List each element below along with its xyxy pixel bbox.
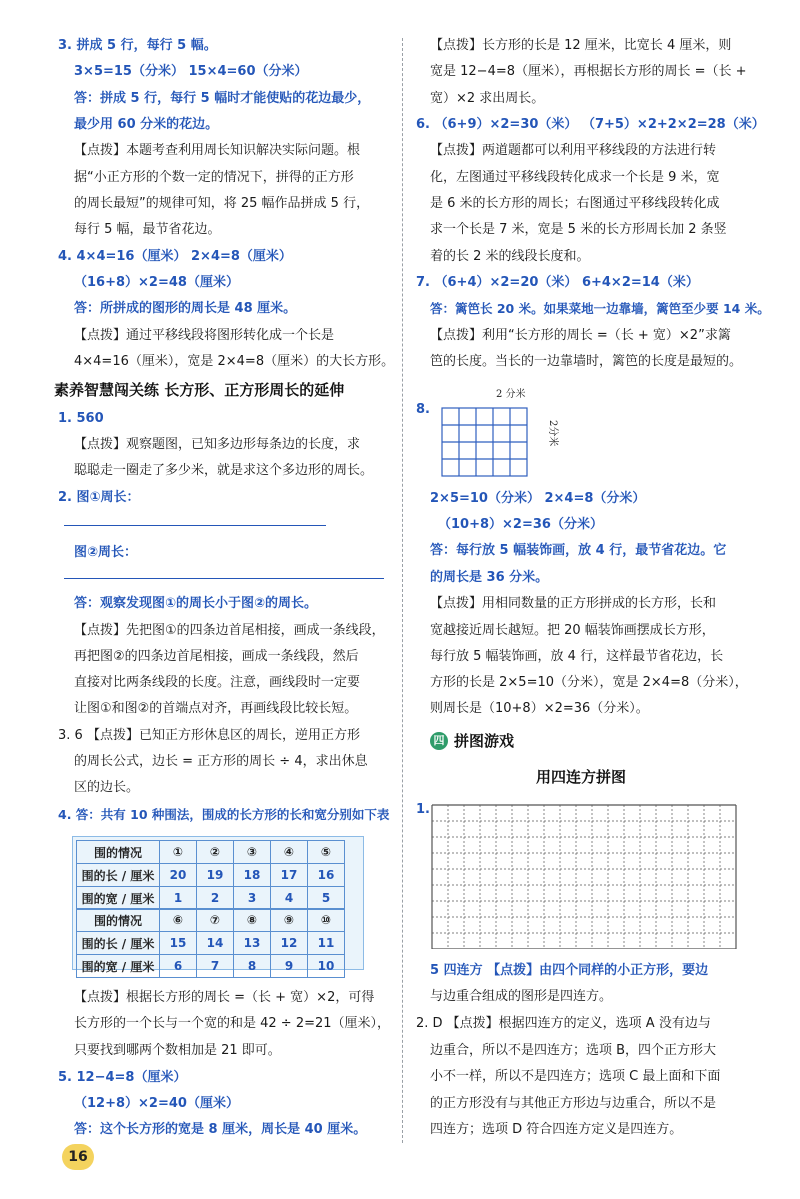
p1-label: 1. <box>416 802 430 817</box>
table-cell: ② <box>197 841 234 864</box>
table-cell: 18 <box>234 864 271 887</box>
grid-lines <box>442 408 527 476</box>
table-header-width: 围的宽 / 厘米 <box>77 887 160 910</box>
table-cell: ① <box>160 841 197 864</box>
q8-answer-2: 的周长是 36 分米。 <box>430 570 549 585</box>
q8-hint: 【点拨】用相同数量的正方形拼成的长方形，长和 <box>430 596 717 611</box>
s3-hint-3: 区的边长。 <box>74 780 140 795</box>
puzzle-section-badge: 四 <box>430 732 448 750</box>
p2-hint-5: 四连方；选项 D 符合四连方定义是四连方。 <box>430 1122 683 1137</box>
table-row <box>77 932 345 955</box>
table-cell: 16 <box>308 864 345 887</box>
s1-answer: 1. 560 <box>58 411 104 426</box>
s2-answer: 答：观察发现图①的周长小于图②的周长。 <box>74 596 318 611</box>
grid-side-label: 2分米 <box>547 420 558 447</box>
q3-calc: 3×5=15（分米） 15×4=60（分米） <box>74 64 308 79</box>
table-row <box>77 864 345 887</box>
table-cell: 10 <box>308 955 345 978</box>
q6-hint-3: 是 6 米的长方形的周长；右图通过平移线段转化成 <box>430 196 720 211</box>
q8-hint-2: 宽越接近周长越短。把 20 幅装饰画摆成长方形， <box>430 623 715 638</box>
q6-hint-2: 化，左图通过平移线段转化成求一个长是 9 米，宽 <box>430 170 720 185</box>
s5-calc-2: （12+8）×2=40（厘米） <box>74 1096 239 1111</box>
table-cell: ④ <box>271 841 308 864</box>
q8-calc: 2×5=10（分米） 2×4=8（分米） <box>430 491 646 506</box>
page-number: 16 <box>62 1144 94 1170</box>
q8-hint-5: 则周长是（10+8）×2=36（分米）。 <box>430 701 649 716</box>
q8-hint-4: 方形的长是 2×5=10（分米），宽是 2×4=8（分米）， <box>430 675 748 690</box>
q4-calc-2: （16+8）×2=48（厘米） <box>74 275 239 290</box>
s4-hint: 【点拨】根据长方形的周长 =（长 + 宽）×2，可得 <box>74 990 375 1005</box>
table-cell: 8 <box>234 955 271 978</box>
q5-hint-3: 宽）×2 求出周长。 <box>430 91 545 106</box>
q8-calc-2: （10+8）×2=36（分米） <box>438 517 603 532</box>
s5-calc: 5. 12−4=8（厘米） <box>58 1070 187 1085</box>
s2-fig2-label: 图②周长： <box>74 545 138 560</box>
q6-hint: 【点拨】两道题都可以利用平移线段的方法进行转 <box>430 143 717 158</box>
q3-hint-2: 据“小正方形的个数一定的情况下，拼得的正方形 <box>74 170 354 185</box>
q4-hint-2: 4×4=16（厘米），宽是 2×4=8（厘米）的大长方形。 <box>74 354 395 369</box>
p1-answer: 5 四连方 【点拨】由四个同样的小正方形，要边 <box>430 963 709 978</box>
q6-hint-4: 求一个长是 7 米，宽是 5 米的长方形周长加 2 条竖 <box>430 222 727 237</box>
table-header-length: 围的长 / 厘米 <box>77 932 160 955</box>
table-cell: 15 <box>160 932 197 955</box>
table-header-case: 围的情况 <box>77 841 160 864</box>
table-header-width: 围的宽 / 厘米 <box>77 955 160 978</box>
q8-hint-3: 每行放 5 幅装饰画，放 4 行，这样最节省花边，长 <box>430 649 724 664</box>
section-title: 素养智慧闯关练 长方形、正方形周长的延伸 <box>54 381 345 399</box>
grid-top-label: 2 分米 <box>496 389 526 400</box>
table-cell: 9 <box>271 955 308 978</box>
s2-hint-4: 让图①和图②的首端点对齐，再画线段比较长短。 <box>74 701 358 716</box>
table-cell: ⑧ <box>234 909 271 932</box>
s5-answer: 答：这个长方形的宽是 8 厘米，周长是 40 厘米。 <box>74 1122 367 1137</box>
table-cell: ⑩ <box>308 909 345 932</box>
q8-label: 8. <box>416 402 430 417</box>
table-cell: 13 <box>234 932 271 955</box>
p2-hint-3: 小不一样，所以不是四连方；选项 C 最上面和下面 <box>430 1069 721 1084</box>
q6-hint-5: 着的长 2 米的线段长度和。 <box>430 249 590 264</box>
q3-answer: 答：拼成 5 行，每行 5 幅时才能使贴的花边最少， <box>74 91 371 106</box>
table-cell: ⑨ <box>271 909 308 932</box>
s2-hint: 【点拨】先把图①的四条边首尾相接，画成一条线段， <box>74 623 385 638</box>
puzzle-section-title: 拼图游戏 <box>454 732 515 750</box>
column-divider <box>402 38 403 1143</box>
table-cell: 19 <box>197 864 234 887</box>
perimeter-table-2 <box>76 908 345 978</box>
table-header-case: 围的情况 <box>77 909 160 932</box>
table-row <box>77 887 345 910</box>
s4-hint-2: 长方形的一个长与一个宽的和是 42 ÷ 2=21（厘米）， <box>74 1016 391 1031</box>
table-cell: 14 <box>197 932 234 955</box>
s2-hint-3: 直接对比两条线段的长度。注意，画线段时一定要 <box>74 675 361 690</box>
p2-hint-2: 边重合，所以不是四连方；选项 B，四个正方形大 <box>430 1043 717 1058</box>
q7-answer: 答：篱笆长 20 米。如果菜地一边靠墙，篱笆至少要 14 米。 <box>430 301 770 316</box>
s4-answer: 4. 答：共有 10 种围法，围成的长方形的长和宽分别如下表 <box>58 807 390 822</box>
table-cell: 11 <box>308 932 345 955</box>
q3-hint: 【点拨】本题考查利用周长知识解决实际问题。根 <box>74 143 361 158</box>
q7-hint: 【点拨】利用“长方形的周长 =（长 + 宽）×2”求篱 <box>430 328 731 343</box>
table-cell: ⑤ <box>308 841 345 864</box>
s2-fig1-label: 2. 图①周长： <box>58 490 140 505</box>
q3-title: 3. 拼成 5 行，每行 5 幅。 <box>58 38 217 53</box>
s2-hint-2: 再把图②的四条边首尾相接，画成一条线段，然后 <box>74 649 359 664</box>
table-cell: 2 <box>197 887 234 910</box>
tetromino-grid-lines <box>432 805 736 949</box>
q5-hint-2: 宽是 12−4=8（厘米），再根据长方形的周长 =（长 + <box>430 64 747 79</box>
fig1-answer-line <box>64 525 326 526</box>
puzzle-subtitle: 用四连方拼图 <box>535 768 626 786</box>
q7-hint-2: 笆的长度。当长的一边靠墙时，篱笆的长度是最短的。 <box>430 354 743 369</box>
q3-answer-cont: 最少用 60 分米的花边。 <box>74 117 219 132</box>
q8-grid-figure <box>438 384 578 484</box>
table-cell: 1 <box>160 887 197 910</box>
table-cell: 5 <box>308 887 345 910</box>
table-row <box>77 841 345 864</box>
q8-answer: 答：每行放 5 幅装饰画，放 4 行，最节省花边。它 <box>430 543 727 558</box>
s4-hint-3: 只要找到哪两个数相加是 21 即可。 <box>74 1043 281 1058</box>
p1-hint-2: 与边重合组成的图形是四连方。 <box>430 989 613 1004</box>
q4-answer: 答：所拼成的图形的周长是 48 厘米。 <box>74 301 297 316</box>
q4-hint: 【点拨】通过平移线段将图形转化成一个长是 <box>74 328 335 343</box>
q7-calc: 7. （6+4）×2=20（米） 6+4×2=14（米） <box>416 275 699 290</box>
q4-calc: 4. 4×4=16（厘米） 2×4=8（厘米） <box>58 249 292 264</box>
s1-hint-2: 聪聪走一圈走了多少米，就是求这个多边形的周长。 <box>74 463 374 478</box>
s3-hint-2: 的周长公式，边长 = 正方形的周长 ÷ 4，求出休息 <box>74 754 368 769</box>
table-cell: 17 <box>271 864 308 887</box>
q3-hint-3: 的周长最短”的规律可知，将 25 幅作品拼成 5 行， <box>74 196 370 211</box>
q6-calc: 6. （6+9）×2=30（米） （7+5）×2+2×2=28（米） <box>416 117 765 132</box>
table-cell: 20 <box>160 864 197 887</box>
p2-hint-4: 的正方形没有与其他正方形边与边重合，所以不是 <box>430 1096 717 1111</box>
p2-answer: 2. D 【点拨】根据四连方的定义，选项 A 没有边与 <box>416 1016 711 1031</box>
fig2-answer-line <box>64 578 384 579</box>
table-cell: 3 <box>234 887 271 910</box>
s3-answer: 3. 6 【点拨】已知正方形休息区的周长，逆用正方形 <box>58 728 360 743</box>
q5-hint: 【点拨】长方形的长是 12 厘米，比宽长 4 厘米，则 <box>430 38 732 53</box>
table-row <box>77 955 345 978</box>
table-header-length: 围的长 / 厘米 <box>77 864 160 887</box>
table-cell: ⑦ <box>197 909 234 932</box>
table-cell: 6 <box>160 955 197 978</box>
table-row <box>77 909 345 932</box>
table-cell: 12 <box>271 932 308 955</box>
table-cell: 4 <box>271 887 308 910</box>
tetromino-grid <box>430 803 744 949</box>
s1-hint: 【点拨】观察题图，已知多边形每条边的长度，求 <box>74 437 361 452</box>
perimeter-table-1 <box>76 840 345 910</box>
table-cell: ⑥ <box>160 909 197 932</box>
table-cell: ③ <box>234 841 271 864</box>
q3-hint-4: 每行 5 幅，最节省花边。 <box>74 222 221 237</box>
table-cell: 7 <box>197 955 234 978</box>
